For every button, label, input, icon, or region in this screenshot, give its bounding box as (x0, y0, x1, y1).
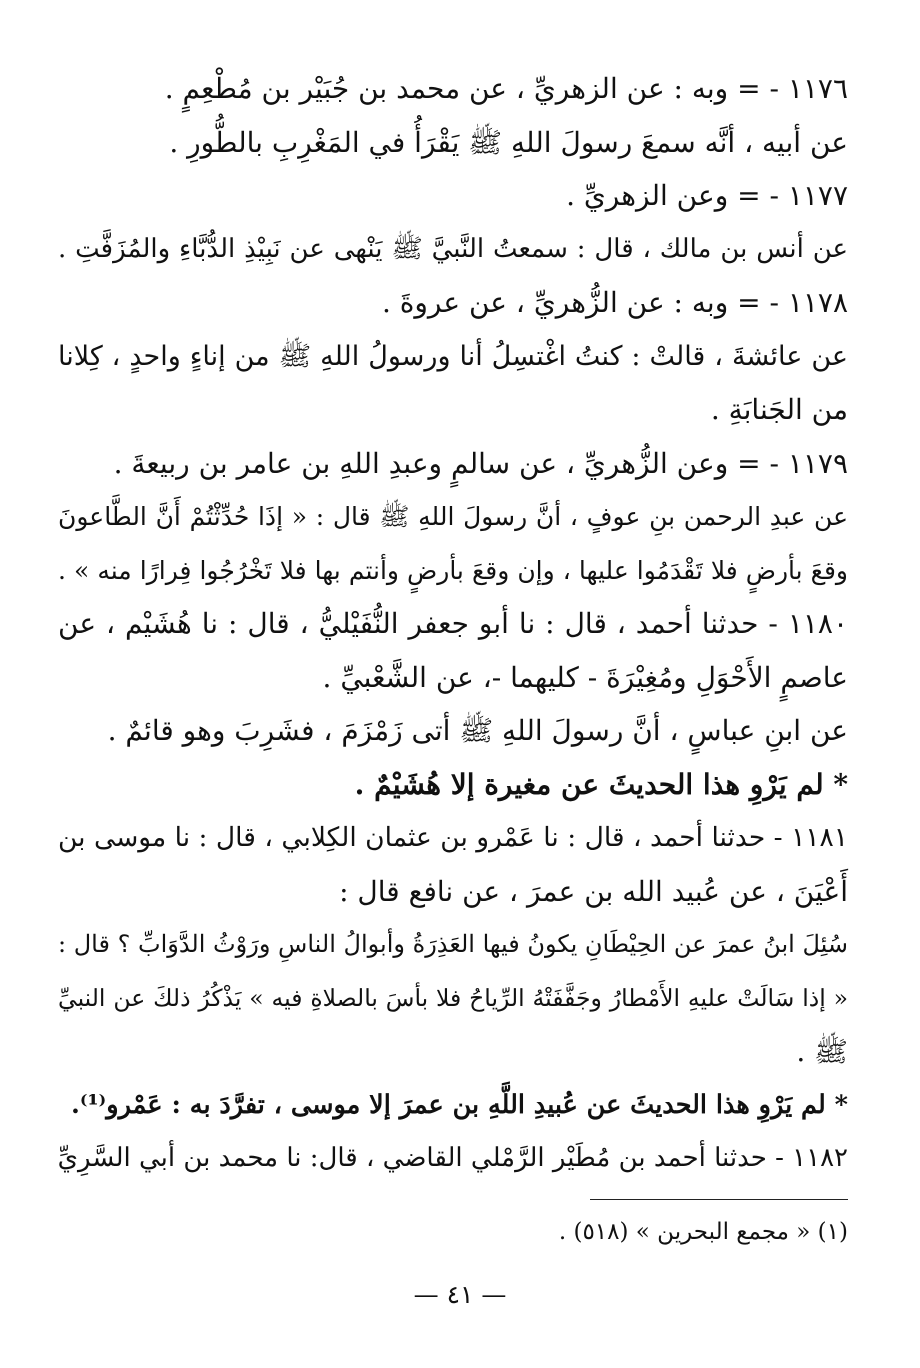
hadith-1180-heading-line-1: ١١٨٠ - حدثنا أحمد ، قال : نا أبو جعفر النُّفَيْليُّ ، قال : نا هُشَيْم ، عن (58, 607, 848, 640)
hadith-1176-heading: ١١٧٦ - = وبه : عن الزهريِّ ، عن محمد بن جُبَيْر بن مُطْعِمٍ . (164, 72, 848, 105)
page-body (58, 62, 848, 1186)
hadith-1177-text: عن أنس بن مالك ، قال : سمعتُ النَّبيَّ ﷺ يَنْهى عن نَبِيْذِ الدُّبَّاءِ والمُزَفَّتِ . (58, 233, 848, 264)
hadith-1181-heading-line-1: ١١٨١ - حدثنا أحمد ، قال : نا عَمْرو بن عثمان الكِلابي ، قال : نا موسى بن (58, 822, 848, 853)
hadith-1178-text-line-1: عن عائشةَ ، قالتْ : كنتُ اغْتسِلُ أنا ورسولُ اللهِ ﷺ من إناءٍ واحدٍ ، كِلانا (58, 340, 848, 372)
footnote: (١) « مجمع البحرين » (٥١٨) . (558, 1219, 848, 1245)
footnote-divider (590, 1199, 848, 1200)
hadith-1179-text-line-2: وقعَ بأرضٍ فلا تَقْدَمُوا عليها ، وإن وقعَ بأرضٍ وأنتم بها فلا تَخْرُجُوا فِرارًا منه » . (58, 555, 848, 585)
hadith-1179-text-line-1: عن عبدِ الرحمن بنِ عوفٍ ، أنَّ رسولَ اللهِ ﷺ قال : « إذَا حُدِّثْتُمْ أَنَّ الطَّاعونَ (58, 502, 848, 531)
hadith-1181-text-line-1: سُئِلَ ابنُ عمرَ عن الحِيْطَانِ يكونُ فيها العَذِرَةُ وأبوالُ الناسِ ورَوْثُ الدَّوَابِّ ؟ قال : (58, 930, 849, 958)
hadith-1178-text-line-2: من الجَنابَةِ . (710, 393, 848, 426)
hadith-1178-heading: ١١٧٨ - = وبه : عن الزُّهريِّ ، عن عروةَ . (381, 286, 848, 319)
hadith-1177-heading: ١١٧٧ - = وعن الزهريِّ . (566, 179, 848, 212)
hadith-1181-text-line-3: ﷺ . (796, 1035, 848, 1068)
hadith-1180-heading-line-2: عاصمٍ الأَحْوَلِ ومُغِيْرَةَ - كليهما -، عن الشَّعْبيِّ . (322, 660, 848, 694)
hadith-1181-note: * لم يَرْوِ هذا الحديثَ عن عُبيدِ اللَّهِ بن عمرَ إلا موسى ، تفرَّدَ به : عَمْرو⁽¹⁾. (71, 1089, 848, 1120)
hadith-1176-text: عن أبيه ، أنَّه سمعَ رسولَ اللهِ ﷺ يَقْرَأُ في المَغْرِبِ بالطُّورِ . (169, 125, 848, 159)
hadith-1179-heading: ١١٧٩ - = وعن الزُّهريِّ ، عن سالمٍ وعبدِ اللهِ بن عامر بن ربيعةَ . (113, 446, 848, 480)
hadith-1181-heading-line-2: أَعْيَنَ ، عن عُبيد الله بن عمرَ ، عن نافع قال : (339, 874, 848, 908)
hadith-1180-note: * لم يَرْوِ هذا الحديثَ عن مغيرة إلا هُشَيْمٌ . (354, 767, 848, 801)
hadith-1182-heading: ١١٨٢ - حدثنا أحمد بن مُطَيْر الرَّمْلي القاضي ، قال: نا محمد بن أبي السَّرِيِّ (57, 1143, 848, 1173)
page-number: — ٤١ — (413, 1280, 507, 1309)
hadith-1180-text: عن ابنِ عباسٍ ، أنَّ رسولَ اللهِ ﷺ أتى زَمْزَمَ ، فشَرِبَ وهو قائمٌ . (107, 714, 848, 747)
hadith-1181-text-line-2: « إذا سَالَتْ عليهِ الأَمْطارُ وجَفَّفَتْهُ الرِّياحُ فلا بأسَ بالصلاةِ فيه » يَذْكُرُ ذلكَ عن النبيِّ (58, 983, 848, 1012)
